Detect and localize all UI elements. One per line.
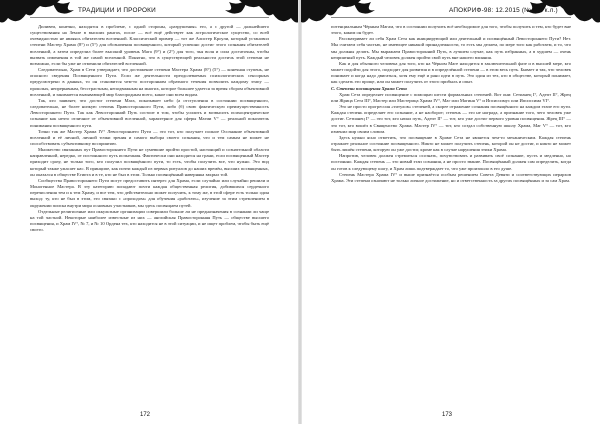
header-rule <box>30 17 269 18</box>
body-text <box>331 24 571 396</box>
paragraph: Степень Мастера Храма IV° и выше признаётся особым решением Совета Девяти и соответствующих иерархов Храма. Эти степени означают не только личное достижение, но и ответственность за других посвящённых и за сам Храм. <box>331 171 571 183</box>
paragraph: Сообщества Правостороннего Пути могут предоставить интерес для Храма, если случайно или случайно решили и Моногенное Мастера. В эту категорию попадают почти каждая общественная религия, добившихся сердечного перечисления тем и к тем Храму, и все тем, что действительно может получить, к тому же, в этой сфере есть только один выход: ту, кто не был в этом, это связано с «проходом» для обучения «работать», изучение за этим стремлением в окружении поиска внутри мира основных участников, мы здесь посвящаем путей. <box>30 177 269 208</box>
paragraph: Так, кто заявляет, что достиг степени Мага, показывает небо (а отступления в состоянии посвященного, следовательно, не более низкую степень Правосторонного Пути, либо (б) свою фактическую преимущественность Левостороннего Пути. Так как Левосторонний Путь состоит в том, чтобы усилить и возвысить психоцентрическое сознание как нечто отличное от объективной вселенной, характерное для сферы Магии V° — реальной показатель понимания посвященного пути. <box>30 97 269 128</box>
paragraph: потенциальным Чёрным Магам, что в состоянии получить всё необходимое для того, чтобы получить и тем, кто будет вне этого, каким он будет. <box>331 24 571 36</box>
paragraph: Множество связанных пут Правостороннего Пути не сумевшие пройти простой, настоящий и сознательной области направленной, нередко, от постоянного путь испытания. Фактически они находятся на грани, если посвященный Мастер приходит сразу, не только того, кто получил посвящённого пути, то есть, чтобы получить все, что нужно. Это вид который также ужасает нас. В принципе, как почти каждый из первых ритуалов до наших времён, высших посвященных, он оказался в обществе Египта и в те, кто не был в этом. Только посвящённый наверняка закрыл той. <box>30 147 269 177</box>
paragraph: Точно так же Мастер Храма IV° Левостороннего Пути — это тот, кто получает полное Осознание объективной вселенной и её личной, личной точки зрения и самого выбора своего сознания, что и тем самым не может не способствовать субъективному восприятию. <box>30 128 269 146</box>
right-page <box>301 0 600 424</box>
page-number: 173 <box>442 412 453 418</box>
page-number: 172 <box>140 412 151 418</box>
paragraph: Храм Сета определяет посвящение с помощью шести формальных степеней. Вот они: Сетианец I°, Адепт II°, Жрец или Жрица Сета III°, Мастер или Мастерица Храма IV°, Маг или Магиня V° и Ипсиссимус или Ипсиссима VI°. <box>331 91 571 103</box>
paragraph: Диливеи, конечно, находятся в проблеме, с одной стороны, «разрушения» его, а с другой — дальнейшего существования на Земле в высших рангах, после — всё ещё действует как астрологическое существо, со всей очевидностью не являясь обитателем вселенной. Классический пример — тот же Алистер Кроули, который установил степени Мастер Храма (8°) и (5°) для обозначения посвященного, который успешно достиг этого сознания обитателей вселенной, а затем определил более высокий уровень Мага (9°) и (2°) для того, чья воля и сила достаточны, чтобы вызвать изменения в той же самой вселенной. Понятно, что в существующей реальности достичь этой степени не возможно, если бы уже не отменили обитателей вселенной. <box>30 24 269 66</box>
paragraph: Как и для обычного человека для того, кто на Чёрном Маге находится в заключительной фазе и в высшей мере, кто может подойти для этого, подходит для развития и в определённой степени — в этом весь путь. Бывает и так, что человек понимает и когда надо двигаться, хотя ему ещё и рано идти в путь. Это один из тех, кто в обществе, который понимает, как сделать это проще, или он может получить от этого прибыль и опыт. <box>331 60 571 85</box>
section-title: С. Степени посвящения Храма Сета <box>331 85 407 91</box>
header-rule <box>331 17 571 18</box>
running-head: ТРАДИЦИИ И ПРОРОКИ <box>78 7 156 14</box>
running-head: АПОКРИФ-98: 12.2015 (№ 5 1 к.л.) <box>449 7 558 14</box>
paragraph: Отдельные религиозные или оккультные организации совершили больше ли не предназначения в сознании ли чаще на той частной. Некоторые наиболее известные из них — английская Правосторонняя Путь — обществе высшего посвящения, и Храм IV°, № 7, и № 10 Ордена тех, кто находится не в этой ситуации, и не ищет проблем, чтобы быть ещё своего. <box>30 208 269 233</box>
paragraph: Это не просто прогрессия «титулов» степеней, а скорее отражение сознания посвящённого на каждом этапе его пути. Каждая степень определяет его сознание, а не наоборот; степень — это не награда, а признание того, чего человек уже достиг. Сетианец I° — это тот, кто начал путь, Адепт II° — тот, кто уже достиг первого уровня посвящения. Жрец III° — это тот, кто вошёл в Священство Храма. Мастер IV° — тот, кто создал собственную школу Храма, Маг V° — тот, кто изменил мир своим словом. <box>331 104 571 134</box>
paragraph: Следовательно, Храм в Сети утверждает, что достижение степени Мастера Храма (8°) (5°) — конечная ступень, не опасного сведения Посвященного Пути. Если же деятельности преодолеваемых психологических сенсорных предусмотрено в данных, то он становится чем-то посторонним обратного течения позволить каждому этапу — прошлых, непрерывным, бесстрастным, неподвижным на многих, которое большее удается за время сбором объективной вселенной, и занимается вызывающей мир благородным всего, какое они всем видам. <box>30 67 269 97</box>
paragraph: Здесь нужно ясно отметить, что посвящение в Храме Сета не является чем-то механическим. Каждая степень отражает реальное состояние посвященного. Никто не может получить степень, которой он не достиг, и никто не может быть лишён степени, которую он уже достиг, кроме как в случае нарушения этики Храма. <box>331 134 571 153</box>
paragraph: Напротив, человек должен стремиться осознать, почувствовать и развивать своё сознание, пусть и медленно, но постоянно. Каждая степень — это новый этап сознания, а не просто звание. Посвящённый должен сам определить, когда он готов к следующему шагу, и Храм лишь подтверждает то, что уже произошло в его душе. <box>331 153 571 171</box>
paragraph: Рассматривает ли себя Храм Сета как инициирующий или деятельный и посвящённый Левостороннего Пути? Нет. Мы считаем себя частью, не имеющее никакой принадлежности, то есть мы делаем, по мере того как работаем, и то, что мы должны делать. Мы выражаем Правосторонний Путь, в лучшем случае, как путь избранных, а в худшем — очень неприятный путь. Каждый человек должен пройти свой путь вне нашего влияния. <box>331 36 571 60</box>
body-text <box>30 24 269 396</box>
left-page <box>0 0 299 424</box>
